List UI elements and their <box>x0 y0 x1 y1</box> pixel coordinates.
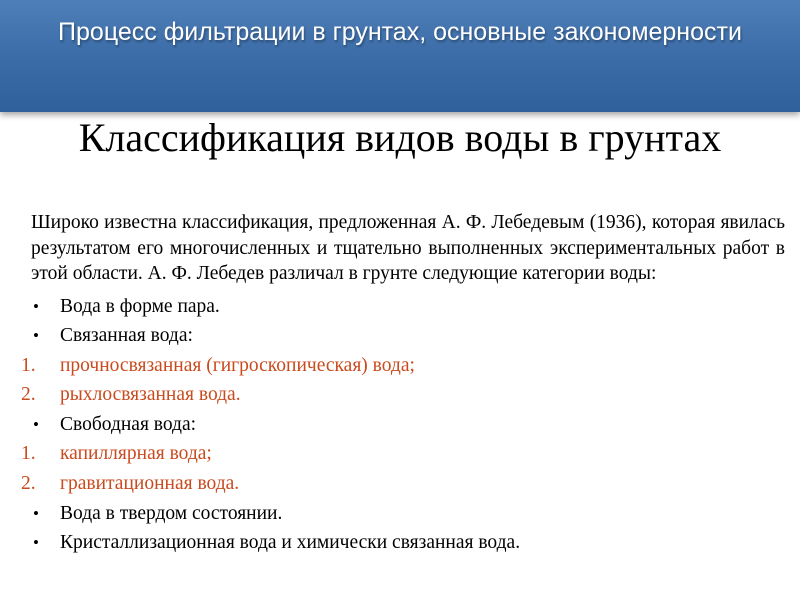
body-text <box>21 210 785 558</box>
number-marker: 2. <box>21 473 36 495</box>
list-item <box>31 528 785 558</box>
list-item <box>31 321 785 351</box>
bullet-marker: • <box>33 414 39 434</box>
list-item-text: рыхлосвязанная вода. <box>60 384 241 406</box>
intro-paragraph: Широко известна классификация, предложенная А. Ф. Лебедевым (1936), которая явилась результатом его многочисленных и тщательно выполненных экспериментальных работ в этой области. А. Ф. Лебедев различал в грунте следующие категории воды: <box>31 212 785 284</box>
numbered-list-item <box>21 380 785 410</box>
bullet-marker: • <box>33 326 39 346</box>
list-item <box>31 292 785 322</box>
bullet-marker: • <box>33 296 39 316</box>
water-category-list <box>21 292 785 558</box>
list-item-text: Свободная вода: <box>60 413 197 435</box>
list-item-text: гравитационная вода. <box>60 473 240 495</box>
list-item-text: Вода в форме пара. <box>60 295 220 317</box>
bullet-marker: • <box>33 503 39 523</box>
numbered-list-item <box>21 469 785 499</box>
list-item-text: Кристаллизационная вода и химически связанная вода. <box>60 532 521 554</box>
list-item-text: капиллярная вода; <box>60 443 212 465</box>
number-marker: 2. <box>21 384 36 406</box>
list-item <box>31 499 785 529</box>
header-title: Процесс фильтрации в грунтах, основные закономерности <box>58 18 742 46</box>
bullet-marker: • <box>33 533 39 553</box>
list-item-text: Связанная вода: <box>60 325 193 347</box>
numbered-list-item <box>21 351 785 381</box>
number-marker: 1. <box>21 354 36 376</box>
main-heading: Классификация видов воды в грунтах <box>78 115 722 160</box>
list-item-text: Вода в твердом состоянии. <box>60 502 283 524</box>
list-item-text: прочносвязанная (гигроскопическая) вода; <box>60 354 415 376</box>
numbered-list-item <box>21 439 785 469</box>
number-marker: 1. <box>21 443 36 465</box>
header-band <box>0 0 800 112</box>
list-item <box>31 410 785 440</box>
